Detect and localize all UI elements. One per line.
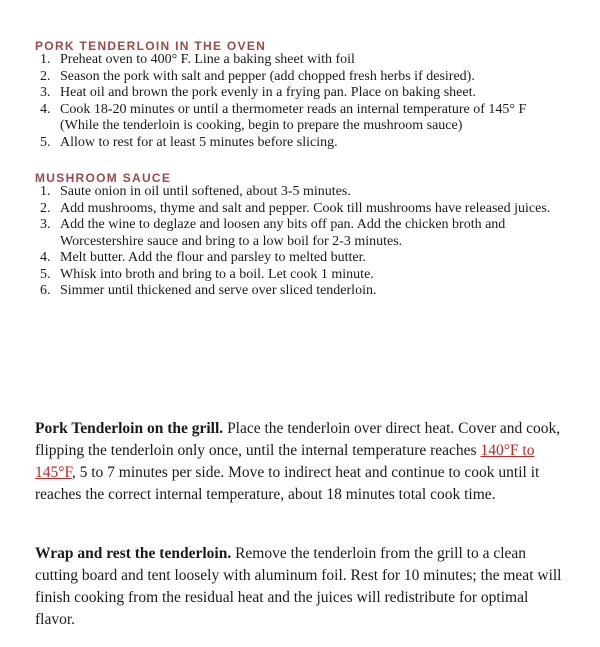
grill-text-after: , 5 to 7 minutes per side. Move to indirect heat and continue to cook until it reaches the correct internal temperature, about 18 minutes total cook time. — [35, 464, 540, 503]
step-number: 1. — [40, 52, 51, 67]
step-text: Heat oil and brown the pork evenly in a frying pan. Place on baking sheet. — [60, 85, 476, 100]
step-number: 6. — [40, 283, 51, 298]
step-text: Allow to rest for at least 5 minutes before slicing. — [60, 134, 338, 150]
step-number: 4. — [40, 250, 51, 265]
grill-title: Pork Tenderloin on the grill. — [35, 420, 224, 437]
temperature-link[interactable]: 140°F to 145°F — [35, 442, 535, 481]
list-item — [33, 250, 553, 267]
step-text: Season the pork with salt and pepper (add chopped fresh herbs if desired). — [60, 68, 475, 84]
step-number: 5. — [40, 134, 51, 150]
list-item — [33, 184, 553, 201]
list-item — [33, 135, 553, 152]
step-number: 2. — [40, 200, 51, 216]
grill-text-before: Place the tenderloin over direct heat. Cover and cook, flipping the tenderloin only once, until the internal temperature reaches — [35, 420, 561, 459]
step-number: 5. — [40, 266, 51, 282]
step-text: Saute onion in oil until softened, about 3-5 minutes. — [60, 184, 351, 199]
list-item — [33, 283, 553, 300]
step-number: 1. — [40, 184, 51, 199]
list-item — [33, 217, 553, 250]
list-item — [33, 52, 553, 69]
list-item — [33, 201, 553, 218]
list-item — [33, 102, 553, 135]
grill-paragraph — [35, 418, 570, 506]
step-text: Whisk into broth and bring to a boil. Let cook 1 minute. — [60, 266, 374, 282]
list-item — [33, 69, 553, 86]
step-text: Simmer until thickened and serve over sliced tenderloin. — [60, 283, 377, 298]
step-text: Melt butter. Add the flour and parsley to melted butter. — [60, 250, 366, 265]
sauce-steps-list — [33, 184, 553, 300]
step-number: 4. — [40, 101, 51, 117]
oven-steps-list — [33, 52, 553, 151]
step-text: Add the wine to deglaze and loosen any bits off pan. Add the chicken broth and Worcestershire sauce and bring to a low boil for 2-3 minutes. — [60, 217, 506, 249]
step-text: Add mushrooms, thyme and salt and pepper. Cook till mushrooms have released juices. — [60, 200, 551, 216]
step-text: Preheat oven to 400° F. Line a baking sheet with foil — [60, 52, 355, 67]
oven-section-heading: PORK TENDERLOIN IN THE OVEN — [35, 39, 267, 53]
rest-paragraph — [35, 543, 570, 631]
step-text: Cook 18-20 minutes or until a thermometer reads an internal temperature of 145° F (While the tenderloin is cooking, begin to prepare the mushroom sauce) — [60, 101, 527, 133]
step-number: 2. — [40, 68, 51, 84]
step-number: 3. — [40, 85, 51, 100]
list-item — [33, 85, 553, 102]
step-number: 3. — [40, 217, 51, 232]
rest-title: Wrap and rest the tenderloin. — [35, 545, 232, 562]
rest-text: Remove the tenderloin from the grill to a clean cutting board and tent loosely with aluminum foil. Rest for 10 minutes; the meat will finish cooking from the residual heat and the juices will redistribute for optimal flavor. — [35, 545, 562, 628]
sauce-section-heading: MUSHROOM SAUCE — [35, 171, 172, 185]
list-item — [33, 267, 553, 284]
